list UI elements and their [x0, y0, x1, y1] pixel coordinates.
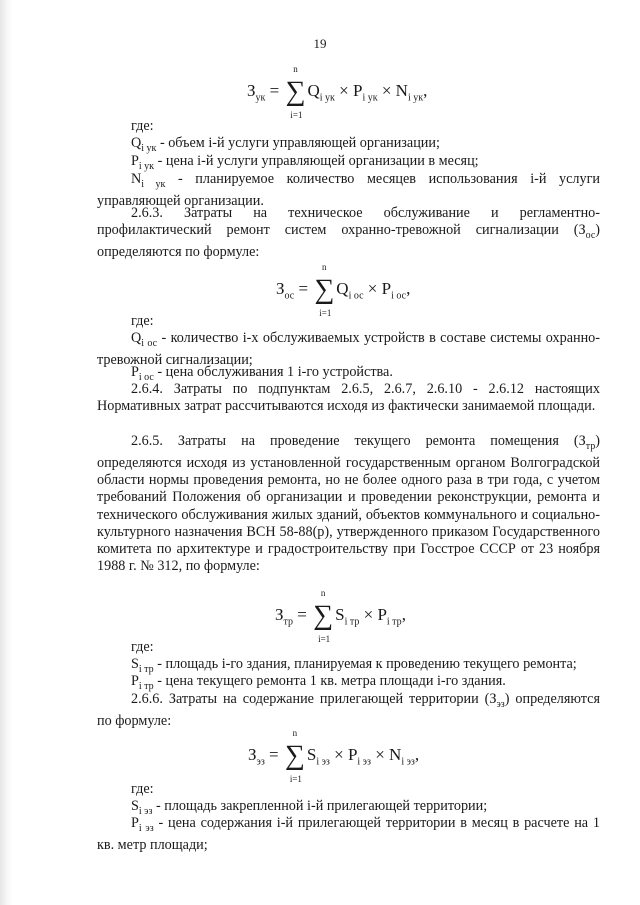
term-sub: i ос	[348, 290, 364, 302]
paragraph-2-6-6	[97, 691, 600, 730]
where-label: где:	[131, 118, 154, 134]
formula-lhs: З	[247, 80, 256, 100]
def-symbol: Q	[131, 330, 142, 346]
paragraph-2-6-4: 2.6.4. Затраты по подпунктам 2.6.5, 2.6.7, 2.6.10 - 2.6.12 настоящих Нормативных затрат рассчитываются исходя из фактически занимаемой площади.	[97, 381, 600, 415]
times-sign: ×	[334, 744, 344, 764]
formula-lhs: З	[248, 744, 257, 764]
formula-lhs-sub: ос	[284, 290, 295, 302]
times-sign: ×	[339, 80, 349, 100]
sum-glyph: ∑	[285, 76, 306, 107]
times-sign: ×	[375, 744, 385, 764]
formula-end: ,	[401, 604, 406, 624]
sum-upper: n	[322, 262, 327, 272]
sum-lower: i=1	[319, 308, 332, 318]
sum-glyph: ∑	[313, 600, 334, 631]
def-symbol: P	[131, 815, 139, 831]
def-text: - цена i-й услуги управляющей организации в месяц;	[154, 153, 479, 169]
formula-ez	[248, 728, 420, 784]
term-sub: i ук	[407, 92, 424, 104]
term-symbol: P	[377, 604, 387, 624]
paragraph-text: 2.6.3. Затраты на техническое обслуживание и регламентно-профилактический ремонт систем охранно-тревожной сигнализации (З	[97, 205, 600, 239]
formula-end: ,	[414, 744, 420, 764]
paragraph-text-end: ) определяются по формуле:	[97, 691, 600, 730]
def-sub: i ос	[138, 371, 154, 383]
def-sub: i ос	[141, 337, 158, 349]
paragraph-sub: ос	[585, 230, 596, 242]
term-sub: i ос	[391, 290, 407, 302]
def-symbol: P	[131, 673, 139, 689]
term-sub: i тр	[344, 616, 360, 628]
sum-lower: i=1	[289, 774, 302, 784]
formula-end: ,	[406, 278, 411, 298]
formula-os	[276, 262, 411, 318]
term-symbol: P	[381, 278, 392, 298]
paragraph-text-end: ) определяются исходя из установленной государственным органом Волгоградской области нормы проведения ремонта, но не более одного раза в три года, с учетом требований Положения об организации и проведении реконструкции, ремонта и технического обслуживания жилых зданий, объектов коммунального и социально-культурного назначения ВСН 58-88(р), утвержденного приказом Государственного комитета по архитектуре и градостроительству при Госстрое СССР от 23 ноября 1988 г. № 312, по формуле:	[97, 433, 600, 575]
sum-lower: i=1	[290, 110, 303, 120]
def-sub: i тр	[138, 663, 154, 675]
def-text: - объем i-й услуги управляющей организации;	[156, 135, 440, 151]
def-sub: i эз	[138, 805, 153, 817]
eq-sign: =	[298, 278, 309, 298]
eq-sign: =	[297, 604, 307, 624]
formula-lhs-sub: тр	[283, 616, 294, 628]
term-symbol: P	[352, 80, 363, 100]
formula-lhs: З	[275, 604, 284, 624]
def-text: - цена обслуживания 1 i-го устройства.	[153, 364, 393, 380]
term-sub: i ук	[362, 92, 378, 104]
formula-end: ,	[423, 80, 428, 100]
times-sign: ×	[367, 278, 378, 298]
where-label: где:	[131, 781, 154, 797]
paragraph-sub: тр	[585, 440, 596, 452]
times-sign: ×	[363, 604, 374, 624]
sum-symbol	[314, 262, 335, 318]
sum-glyph: ∑	[314, 274, 335, 305]
def-symbol: P	[131, 364, 139, 380]
formula-uk	[247, 64, 428, 120]
paragraph-2-6-3	[97, 205, 600, 261]
term-symbol: N	[389, 744, 402, 764]
where-label: где:	[131, 639, 154, 655]
where-label: где:	[131, 313, 154, 329]
def-symbol: Q	[131, 135, 142, 151]
def-text: - площадь i-го здания, планируемая к проведению текущего ремонта;	[153, 656, 577, 672]
term-symbol: S	[306, 744, 317, 764]
def-symbol: S	[131, 798, 139, 814]
def-text: - цена содержания i-й прилегающей территории в месяц в расчете на 1 кв. метр площади;	[97, 815, 600, 854]
eq-sign: =	[269, 744, 279, 764]
sum-symbol	[284, 728, 305, 784]
def-text: - цена текущего ремонта 1 кв. метра площади i-го здания.	[153, 673, 506, 689]
def-text: - площадь закрепленной i-й прилегающей территории;	[152, 798, 488, 814]
term-sub: i тр	[386, 616, 402, 628]
def-symbol: N	[131, 171, 142, 187]
paragraph-text-end: ) определяются по формуле:	[97, 222, 600, 261]
formula-tr	[275, 588, 406, 644]
sum-lower: i=1	[318, 634, 331, 644]
times-sign: ×	[381, 80, 392, 100]
sum-upper: n	[292, 728, 298, 738]
def-sub: i тр	[138, 680, 154, 692]
def-text: - количество i-х обслуживаемых устройств в составе системы охранно-тревожной сигнализации;	[97, 330, 600, 369]
formula-lhs-sub: эз	[256, 756, 265, 768]
paragraph-text: 2.6.6. Затраты на содержание прилегающей территории (З	[131, 691, 497, 707]
paragraph-2-6-5	[97, 433, 600, 575]
term-sub: i эз	[316, 756, 330, 768]
def-sub: i ук	[138, 160, 155, 172]
formula-lhs-sub: ук	[255, 92, 266, 104]
term-symbol: Q	[336, 278, 349, 298]
sum-upper: n	[320, 588, 326, 598]
sum-upper: n	[293, 64, 298, 74]
definition	[97, 815, 600, 854]
def-sub: i ук	[141, 142, 157, 154]
scan-edge	[0, 0, 12, 905]
term-symbol: N	[395, 80, 408, 100]
term-sub: i эз	[357, 756, 371, 768]
eq-sign: =	[269, 80, 280, 100]
def-sub: i ук	[141, 178, 166, 190]
term-symbol: P	[347, 744, 358, 764]
term-symbol: Q	[307, 80, 320, 100]
def-sub: i эз	[138, 822, 154, 834]
term-symbol: S	[335, 604, 345, 624]
def-symbol: S	[131, 656, 139, 672]
def-symbol: P	[131, 153, 139, 169]
paragraph-text: 2.6.5. Затраты на проведение текущего ремонта помещения (З	[131, 433, 586, 449]
formula-lhs: З	[276, 278, 285, 298]
term-sub: i ук	[319, 92, 335, 104]
term-sub: i эз	[401, 756, 415, 768]
sum-symbol	[313, 588, 334, 644]
page-number: 19	[313, 36, 327, 51]
def-text: - планируемое количество месяцев использования i-й услуги управляющей организации.	[97, 171, 601, 210]
sum-glyph: ∑	[284, 740, 305, 771]
paragraph-sub: эз	[496, 698, 505, 710]
sum-symbol	[285, 64, 306, 120]
